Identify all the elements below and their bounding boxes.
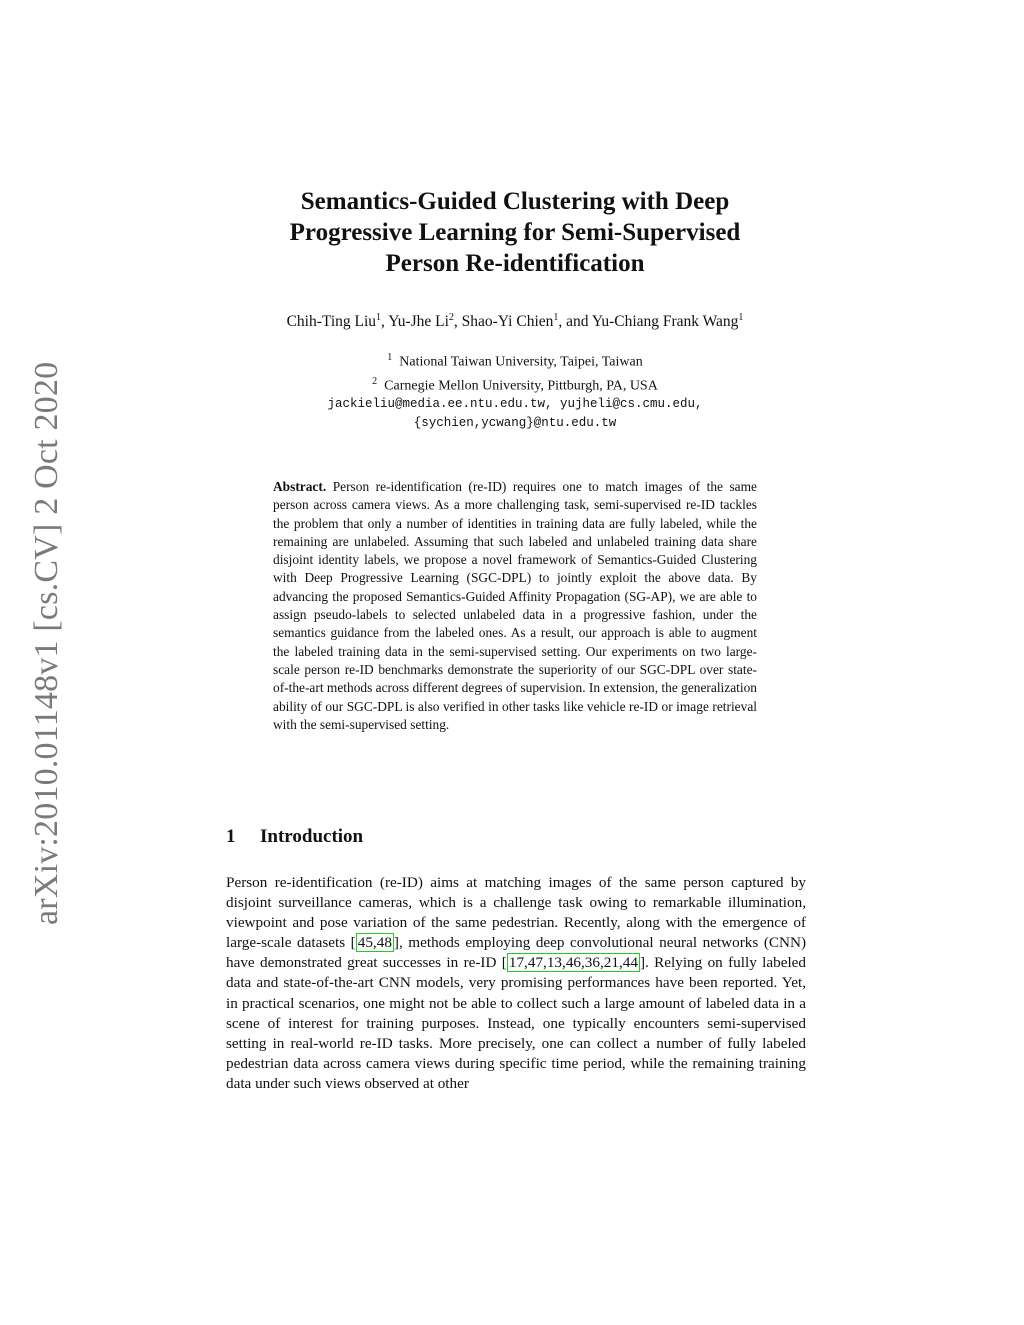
affiliation-line [230, 372, 800, 396]
abstract-text: Person re-identification (re-ID) requires one to match images of the same person across camera views. As a more challenging task, semi-supervised re-ID tackles the problem that only a number of identities in training data are fully labeled, while the remaining are unlabeled. Assuming that such labeled and unlabeled training data share disjoint identity labels, we propose a novel framework of Semantics-Guided Clustering with Deep Progressive Learning (SGC-DPL) to jointly exploit the above data. By advancing the proposed Semantics-Guided Affinity Propagation (SG-AP), we are able to assign pseudo-labels to selected unlabeled data in a progressive fashion, under the semantics guidance from the labeled ones. As a result, our approach is able to augment the labeled training data in the semi-supervised setting. Our experiments on two large-scale person re-ID benchmarks demonstrate the superiority of our SGC-DPL over state-of-the-art methods across different degrees of supervision. In extension, the generalization ability of our SGC-DPL is also verified in other tasks like vehicle re-ID or image retrieval with the semi-supervised setting. [273, 479, 757, 732]
author-affil-mark: 2 [448, 312, 454, 323]
author-affil-mark: 1 [738, 312, 744, 323]
section-heading [226, 826, 363, 848]
affiliation-text: Carnegie Mellon University, Pittburgh, PA, USA [384, 378, 658, 394]
title-line: Semantics-Guided Clustering with Deep [300, 188, 730, 215]
author-name: Chih-Ting Liu [286, 313, 377, 331]
abstract [273, 478, 757, 734]
affiliation-mark: 1 [387, 352, 393, 363]
section-number: 1 [226, 826, 236, 847]
affiliations [230, 348, 800, 433]
intro-paragraph: Person re-identification (re-ID) aims at matching images of the same person captured by disjoint surveillance cameras, which is a challenge task owing to remarkable illumination, viewpoint and pose variation of the same pedestrian. Recently, along with the emergence of large-scale datasets [ 45,48 ], methods employing deep convolutional neural networks (CNN) have demonstrated great successes in re-ID [ 17,47,13,46,36,21,44 ]. Relying on fully labeled data and state-of-the-art CNN models, very promising performances have been reported. Yet, in practical scenarios, one might not be able to collect such a large amount of labeled data in a scene of interest for training purposes. Instead, one typically encounters semi-supervised setting in real-world re-ID tasks. More precisely, one can collect a number of fully labeled pedestrian data across camera views during specific time period, while the remaining training data under such views observed at other [226, 874, 807, 1092]
arxiv-identifier: arXiv:2010.01148v1 [cs.CV] 2 Oct 2020 [28, 361, 65, 925]
title-line: Person Re-identification [385, 250, 645, 277]
affiliation-line [230, 348, 800, 372]
paper-title [230, 186, 800, 279]
author-name: Yu-Jhe Li [388, 313, 449, 331]
author-list: Chih-Ting Liu$^1$, Yu-Jhe Li$^2$, Shao-Yi Chien$^1$, and Yu-Chiang Frank Wang$^1$ [286, 312, 744, 331]
affiliation-mark: 2 [372, 375, 378, 387]
section-title: Introduction [260, 826, 364, 847]
author-name: Shao-Yi Chien [461, 313, 554, 331]
email-line[interactable]: jackieliu@media.ee.ntu.edu.tw, yujheli@cs.cmu.edu, [327, 397, 703, 412]
citation-link[interactable]: 45,48 [357, 934, 392, 952]
intro-text: Person re-identification (re-ID) aims at matching images of the same person captured by disjoint surveillance cameras, which is a challenge task owing to remarkable illumination, viewpoint and pose variation of the same pedestrian. Recently, along with the emergence of large-scale datasets [226, 874, 806, 952]
author-conjunction: and [566, 313, 589, 331]
intro-text: . Relying on fully labeled data and state-of-the-art CNN models, very promising performances have been reported. Yet, in practical scenarios, one might not be able to collect such a large amount of labeled data in a scene of interest for training purposes. Instead, one typically encounters semi-supervised setting in real-world re-ID tasks. More precisely, one can collect a number of fully labeled pedestrian data across camera views during specific time period, while the remaining training data under such views observed at other [226, 954, 806, 1092]
title-line: Progressive Learning for Semi-Supervised [289, 219, 741, 246]
author-name: Yu-Chiang Frank Wang [591, 313, 739, 331]
intro-text: , methods employing deep convolutional neural networks (CNN) have demonstrated great successes in re-ID [226, 934, 807, 972]
author-affil-mark: 1 [376, 312, 382, 323]
citation-link[interactable]: 17,47,13,46,36,21,44 [508, 954, 638, 972]
email-line[interactable]: {sychien,ycwang}@ntu.edu.tw [413, 416, 617, 431]
author-affil-mark: 1 [553, 312, 559, 323]
affiliation-text: National Taiwan University, Taipei, Taiwan [399, 354, 643, 370]
abstract-label: Abstract. [273, 479, 327, 494]
